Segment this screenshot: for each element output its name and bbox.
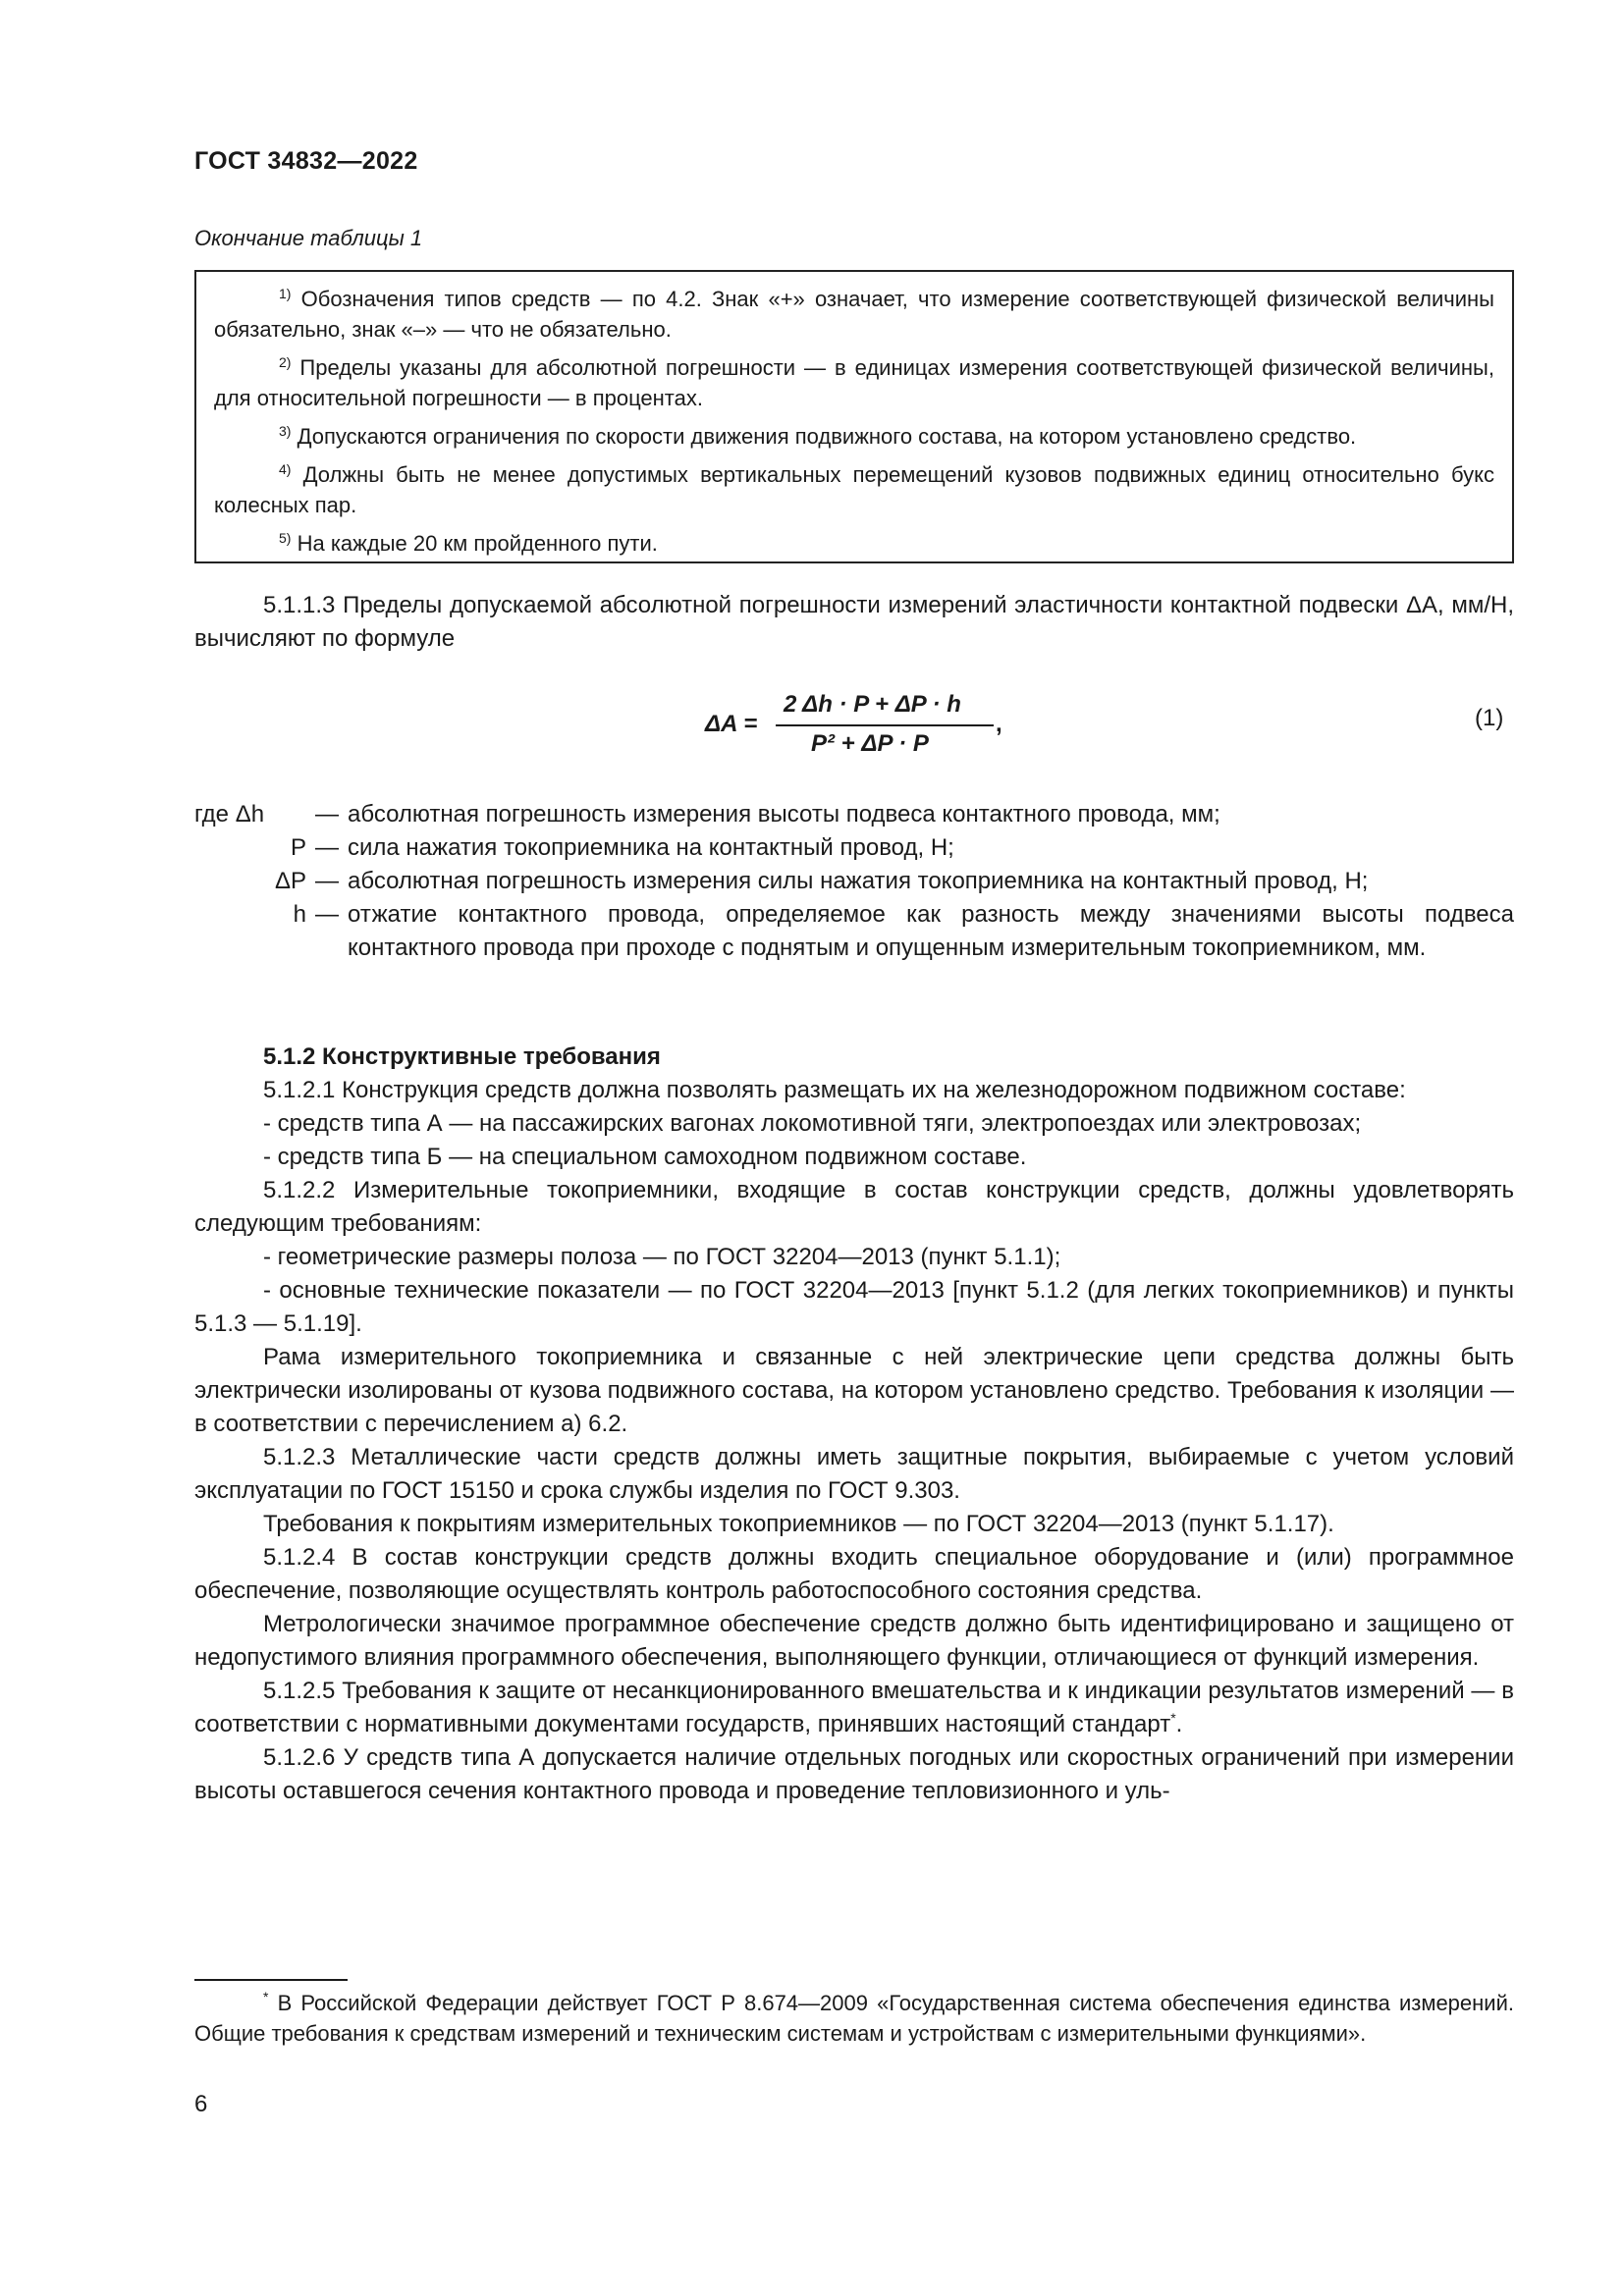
document-code: ГОСТ 34832—2022: [194, 147, 418, 175]
formula-numerator: 2 Δh · P + ΔP · h: [784, 691, 961, 718]
where-definition: абсолютная погрешность измерения силы нажатия токоприемника на контактный провод, Н;: [348, 868, 1369, 894]
paragraph: Требования к покрытиям измерительных токоприемников — по ГОСТ 32204—2013 (пункт 5.1.17).: [263, 1511, 1334, 1537]
intro-paragraph: 5.1.1.3 Пределы допускаемой абсолютной погрешности измерений эластичности контактной подвески ΔA, мм/Н, вычисляют по формуле: [194, 592, 1514, 652]
where-symbol: ΔP: [274, 868, 306, 894]
where-definition: отжатие контактного провода, определяемое как разность между значениями высоты подвеса контактного провода при проходе с поднятым и опущенным измерительным токоприемником, мм.: [348, 901, 1514, 961]
footnote-mark: *: [263, 1989, 269, 2004]
paragraph: 5.1.2.4 В состав конструкции средств должны входить специальное оборудование и (или) программное обеспечение, позволяющие осуществлять контроль работоспособного состояния средства.: [194, 1544, 1514, 1604]
table-note: [214, 528, 1494, 559]
footnote-text: В Российской Федерации действует ГОСТ Р 8.674—2009 «Государственная система обеспечения единства измерений. Общие требования к средствам измерений и техническим системам и устройствам с измерительными функциями».: [194, 1991, 1514, 2046]
paragraph-end: .: [1175, 1711, 1183, 1737]
paragraph: 5.1.2.3 Металлические части средств должны иметь защитные покрытия, выбираемые с учетом условий эксплуатации по ГОСТ 15150 и срока службы изделия по ГОСТ 9.303.: [194, 1444, 1514, 1504]
note-mark: 3): [279, 423, 292, 439]
formula-number: (1): [1475, 705, 1504, 731]
list-item: - средств типа Б — на специальном самоходном подвижном составе.: [263, 1144, 1027, 1170]
section-5-1-2: [194, 1041, 1514, 1808]
footnote-ref[interactable]: *: [1170, 1710, 1176, 1726]
page-number: 6: [194, 2091, 208, 2117]
where-symbol: P: [290, 834, 306, 861]
note-text: Допускаются ограничения по скорости движения подвижного состава, на котором установлено средство.: [297, 424, 1357, 449]
paragraph: 5.1.2.1 Конструкция средств должна позволять размещать их на железнодорожном подвижном составе:: [263, 1077, 1406, 1103]
where-definition: абсолютная погрешность измерения высоты подвеса контактного провода, мм;: [348, 801, 1220, 828]
where-dash: —: [315, 801, 339, 828]
paragraph-text: 5.1.2.5 Требования к защите от несанкционированного вмешательства и к индикации результатов измерений — в соответствии с нормативными документами государств, принявших настоящий стандарт: [194, 1678, 1514, 1737]
table-note: [214, 352, 1494, 413]
table-note: [214, 421, 1494, 452]
note-mark: 1): [279, 286, 292, 301]
paragraph: 5.1.2.2 Измерительные токоприемники, входящие в состав конструкции средств, должны удовлетворять следующим требованиям:: [194, 1177, 1514, 1237]
list-item: - геометрические размеры полоза — по ГОСТ 32204—2013 (пункт 5.1.1);: [263, 1244, 1061, 1270]
formula-comma: ,: [996, 711, 1002, 737]
where-item: [194, 898, 1514, 965]
formula-1: [705, 687, 1039, 766]
where-dash: —: [315, 901, 339, 928]
where-list: [194, 798, 1514, 965]
where-definition: сила нажатия токоприемника на контактный провод, Н;: [348, 834, 954, 861]
paragraph: Рама измерительного токоприемника и связанные с ней электрические цепи средства должны быть электрически изолированы от кузова подвижного состава, на котором установлено средство. Требования к изоляции — в соответствии с перечислением а) 6.2.: [194, 1344, 1514, 1437]
footnote-rule: [194, 1979, 348, 1981]
note-text: Пределы указаны для абсолютной погрешности — в единицах измерения соответствующей физической величины, для относительной погрешности — в процентах.: [214, 355, 1494, 410]
section-heading: 5.1.2 Конструктивные требования: [263, 1043, 661, 1070]
table-note: [214, 459, 1494, 520]
note-text: Должны быть не менее допустимых вертикальных перемещений кузовов подвижных единиц относительно букс колесных пар.: [214, 462, 1494, 517]
where-item: [194, 865, 1514, 898]
formula-denominator: P² + ΔP · P: [811, 730, 929, 757]
paragraph: Метрологически значимое программное обеспечение средств должно быть идентифицировано и защищено от недопустимого влияния программного обеспечения, выполняющего функции, отличающиеся от функций измерения.: [194, 1611, 1514, 1671]
table-caption: Окончание таблицы 1: [194, 226, 423, 250]
note-mark: 5): [279, 530, 292, 546]
formula-lhs: ΔA =: [705, 711, 758, 737]
where-item: [194, 831, 1514, 865]
where-symbol: где Δh: [194, 801, 265, 828]
fraction-bar: [776, 724, 994, 726]
where-symbol: h: [293, 901, 306, 928]
list-item: - средств типа А — на пассажирских вагонах локомотивной тяги, электропоездах или электровозах;: [263, 1110, 1362, 1137]
intro-block: [194, 589, 1514, 656]
where-dash: —: [315, 868, 339, 894]
note-mark: 4): [279, 461, 292, 477]
footnote: [194, 1988, 1514, 2049]
note-mark: 2): [279, 354, 292, 370]
where-item: [194, 798, 1514, 831]
note-text: На каждые 20 км пройденного пути.: [297, 531, 658, 556]
list-item: - основные технические показатели — по ГОСТ 32204—2013 [пункт 5.1.2 (для легких токоприемников) и пункты 5.1.3 — 5.1.19].: [194, 1277, 1514, 1337]
table-note: [214, 284, 1494, 345]
note-text: Обозначения типов средств — по 4.2. Знак «+» означает, что измерение соответствующей физической величины обязательно, знак «–» — что не обязательно.: [214, 287, 1494, 342]
paragraph: 5.1.2.6 У средств типа А допускается наличие отдельных погодных или скоростных ограничений при измерении высоты оставшегося сечения контактного провода и проведение тепловизионного и уль-: [194, 1744, 1514, 1804]
table-notes-box: [194, 270, 1514, 563]
paragraph-with-footnote: [194, 1675, 1514, 1741]
where-dash: —: [315, 834, 339, 861]
